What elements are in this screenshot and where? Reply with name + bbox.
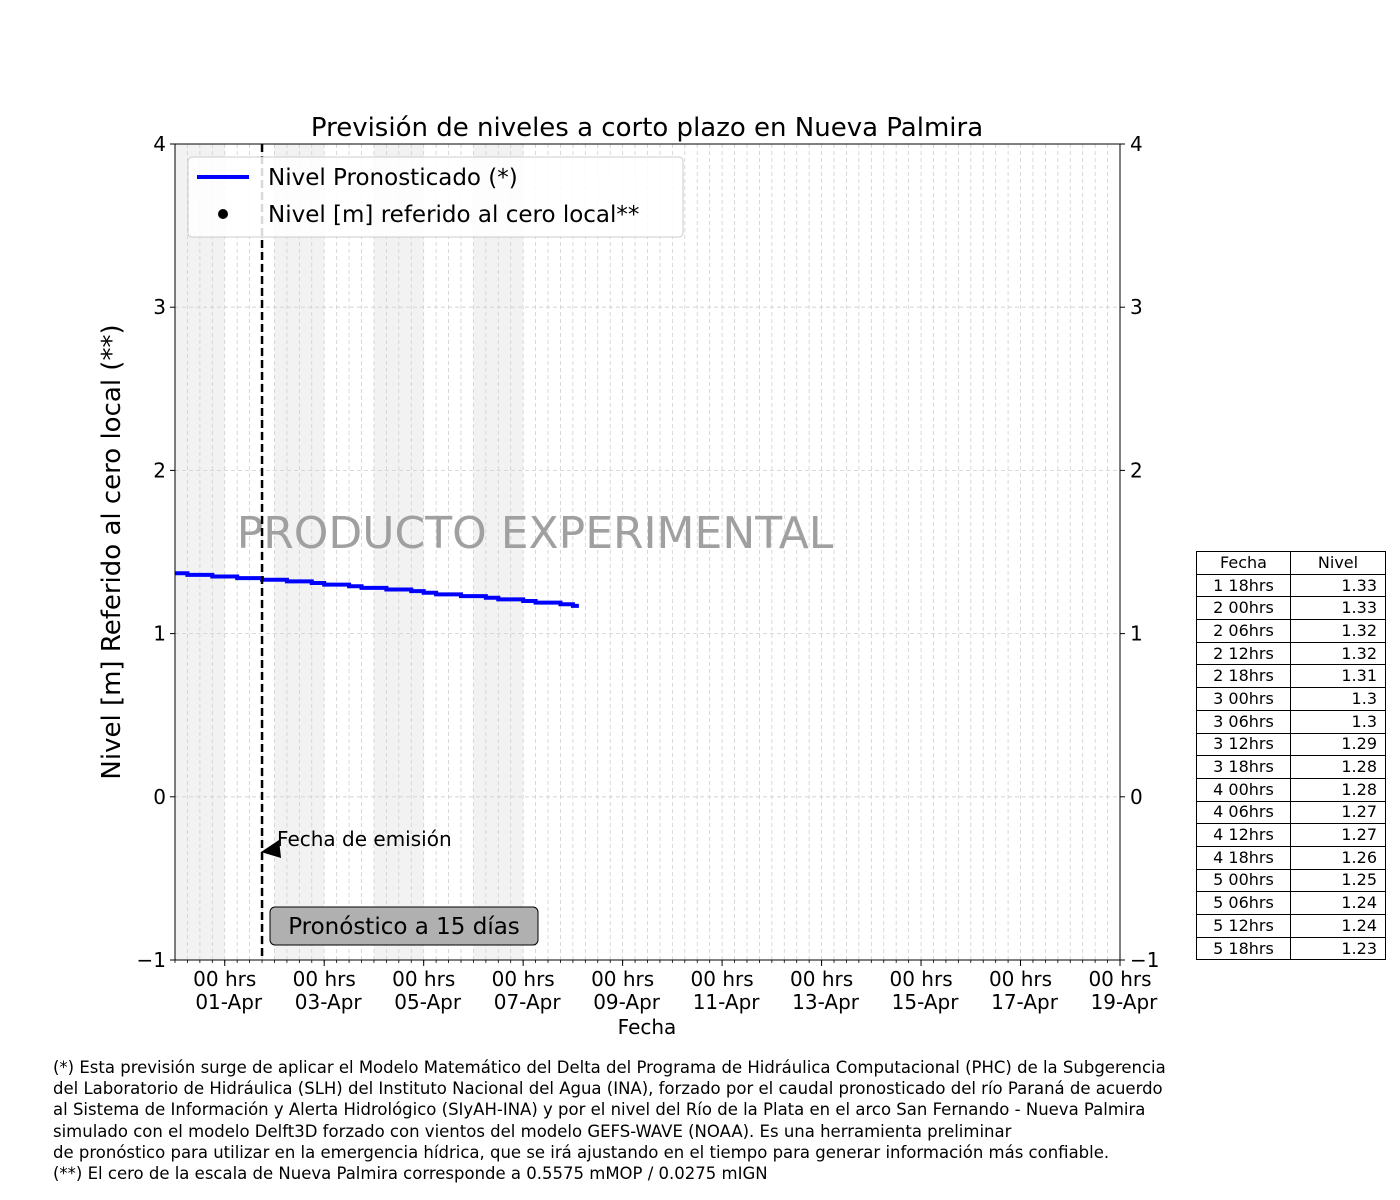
x-tick-label-time: 00 hrs <box>193 967 257 991</box>
table-header-row <box>1197 552 1386 575</box>
table-cell-fecha: 4 18hrs <box>1197 846 1291 869</box>
table-cell-fecha: 3 18hrs <box>1197 756 1291 779</box>
table-row <box>1197 892 1386 915</box>
table-row <box>1197 846 1386 869</box>
table-row <box>1197 869 1386 892</box>
table-cell-nivel: 1.27 <box>1291 801 1386 824</box>
table-cell-fecha: 3 12hrs <box>1197 733 1291 756</box>
footnote-line: de pronóstico para utilizar en la emergencia hídrica, que se irá ajustando en el tiempo para generar información más confiable. <box>53 1142 1110 1162</box>
table-cell-nivel: 1.26 <box>1291 846 1386 869</box>
y-tick-label-left: 0 <box>153 784 166 809</box>
table-row <box>1197 801 1386 824</box>
footnote-line: del Laboratorio de Hidráulica (SLH) del Instituto Nacional del Agua (INA), forzado por el caudal pronosticado del río Paraná de acuerdo <box>53 1079 1163 1099</box>
x-tick-label-date: 19-Apr <box>1090 990 1158 1014</box>
forecast-box <box>270 907 538 945</box>
y-tick-label-right: 0 <box>1130 784 1143 809</box>
table-cell-fecha: 2 12hrs <box>1197 642 1291 665</box>
x-tick-label-date: 17-Apr <box>991 990 1058 1014</box>
legend-label-observed: Nivel [m] referido al cero local** <box>268 202 640 228</box>
y-axis-label: Nivel [m] Referido al cero local (**) <box>97 324 127 780</box>
table-row <box>1197 688 1386 711</box>
x-tick-label-date: 03-Apr <box>294 990 362 1014</box>
table-cell-nivel: 1.24 <box>1291 892 1386 915</box>
x-tick-label-date: 09-Apr <box>593 990 661 1014</box>
x-tick-label-time: 00 hrs <box>1088 967 1152 991</box>
table-row <box>1197 710 1386 733</box>
x-tick-label-time: 00 hrs <box>491 967 555 991</box>
y-tick-label-left: 4 <box>153 132 166 156</box>
y-tick-label-right: 2 <box>1130 458 1143 483</box>
table-row <box>1197 620 1386 643</box>
table-header-fecha: Fecha <box>1197 552 1291 575</box>
x-tick-label-date: 07-Apr <box>493 990 561 1014</box>
table-cell-fecha: 2 18hrs <box>1197 665 1291 688</box>
table-row <box>1197 574 1386 597</box>
table-row <box>1197 733 1386 756</box>
table-row <box>1197 597 1386 620</box>
table-row <box>1197 778 1386 801</box>
table-cell-fecha: 2 00hrs <box>1197 597 1291 620</box>
y-tick-label-right: 3 <box>1130 295 1143 320</box>
x-tick-label-time: 00 hrs <box>292 967 356 991</box>
footnote-line: (*) Esta previsión surge de aplicar el Modelo Matemático del Delta del Programa de Hidráulica Computacional (PHC) de la Subgerencia <box>53 1058 1166 1077</box>
y-tick-label-right: 4 <box>1130 132 1143 156</box>
x-tick-label-date: 13-Apr <box>792 990 859 1014</box>
footnote-line: simulado con el modelo Delft3D forzado con vientos del modelo GEFS-WAVE (NOAA). Es una herramienta preliminar <box>53 1121 1012 1141</box>
table-row <box>1197 665 1386 688</box>
legend-dot-swatch <box>218 209 228 219</box>
y-tick-label-left: −1 <box>136 948 166 972</box>
footnote <box>53 1057 1313 1184</box>
emission-label: Fecha de emisión <box>277 827 452 851</box>
table-row <box>1197 915 1386 938</box>
y-tick-label-right: 1 <box>1130 621 1143 646</box>
x-tick-label-date: 01-Apr <box>195 990 263 1014</box>
x-tick-label-time: 00 hrs <box>392 967 456 991</box>
legend <box>188 157 683 237</box>
table-cell-nivel: 1.31 <box>1291 665 1386 688</box>
table-cell-nivel: 1.23 <box>1291 937 1386 960</box>
x-axis-label: Fecha <box>617 1015 677 1039</box>
y-tick-label-left: 3 <box>153 295 166 320</box>
table-cell-fecha: 5 12hrs <box>1197 915 1291 938</box>
table-cell-nivel: 1.32 <box>1291 620 1386 643</box>
x-tick-label-time: 00 hrs <box>690 967 754 991</box>
table-cell-fecha: 4 06hrs <box>1197 801 1291 824</box>
table-cell-nivel: 1.32 <box>1291 642 1386 665</box>
x-tick-label-date: 15-Apr <box>891 990 959 1014</box>
table-cell-fecha: 4 12hrs <box>1197 824 1291 847</box>
table-cell-nivel: 1.28 <box>1291 778 1386 801</box>
x-tick-label-date: 11-Apr <box>692 990 760 1014</box>
table-cell-nivel: 1.25 <box>1291 869 1386 892</box>
x-tick-label-time: 00 hrs <box>988 967 1053 991</box>
table-cell-nivel: 1.24 <box>1291 915 1386 938</box>
watermark: PRODUCTO EXPERIMENTAL <box>236 508 834 559</box>
x-axis-ticks <box>175 960 1158 1014</box>
table-cell-nivel: 1.3 <box>1291 710 1386 733</box>
table-cell-nivel: 1.29 <box>1291 733 1386 756</box>
table-cell-nivel: 1.33 <box>1291 597 1386 620</box>
table-header-nivel: Nivel <box>1291 552 1386 575</box>
table-row <box>1197 937 1386 960</box>
table-cell-nivel: 1.33 <box>1291 574 1386 597</box>
table-cell-fecha: 1 18hrs <box>1197 574 1291 597</box>
y-tick-label-left: 1 <box>153 621 166 646</box>
table-cell-nivel: 1.27 <box>1291 824 1386 847</box>
table-body <box>1197 574 1386 960</box>
footnote-line: (**) El cero de la escala de Nueva Palmira corresponde a 0.5575 mMOP / 0.0275 mIGN <box>53 1164 768 1184</box>
footnote-line: al Sistema de Información y Alerta Hidrológico (SIyAH-INA) y por el nivel del Río de la Plata en el arco San Fernando - Nueva Palmira <box>53 1100 1146 1120</box>
forecast-box-label: Pronóstico a 15 días <box>288 914 520 940</box>
y-tick-label-left: 2 <box>153 458 166 483</box>
table-cell-nivel: 1.3 <box>1291 688 1386 711</box>
table-cell-fecha: 3 06hrs <box>1197 710 1291 733</box>
table-row <box>1197 824 1386 847</box>
table-cell-fecha: 3 00hrs <box>1197 688 1291 711</box>
y-tick-label-right: −1 <box>1130 948 1160 972</box>
table-cell-fecha: 2 06hrs <box>1197 620 1291 643</box>
table-cell-fecha: 5 00hrs <box>1197 869 1291 892</box>
table-cell-fecha: 5 06hrs <box>1197 892 1291 915</box>
chart-title: Previsión de niveles a corto plazo en Nueva Palmira <box>310 113 984 143</box>
table-cell-nivel: 1.28 <box>1291 756 1386 779</box>
table-row <box>1197 642 1386 665</box>
x-tick-label-date: 05-Apr <box>394 990 462 1014</box>
x-tick-label-time: 00 hrs <box>790 967 854 991</box>
x-tick-label-time: 00 hrs <box>889 967 953 991</box>
table-cell-fecha: 5 18hrs <box>1197 937 1291 960</box>
table-row <box>1197 756 1386 779</box>
forecast-table <box>1196 551 1386 960</box>
legend-label-forecast: Nivel Pronosticado (*) <box>268 165 518 191</box>
x-tick-label-time: 00 hrs <box>591 967 655 991</box>
table-cell-fecha: 4 00hrs <box>1197 778 1291 801</box>
